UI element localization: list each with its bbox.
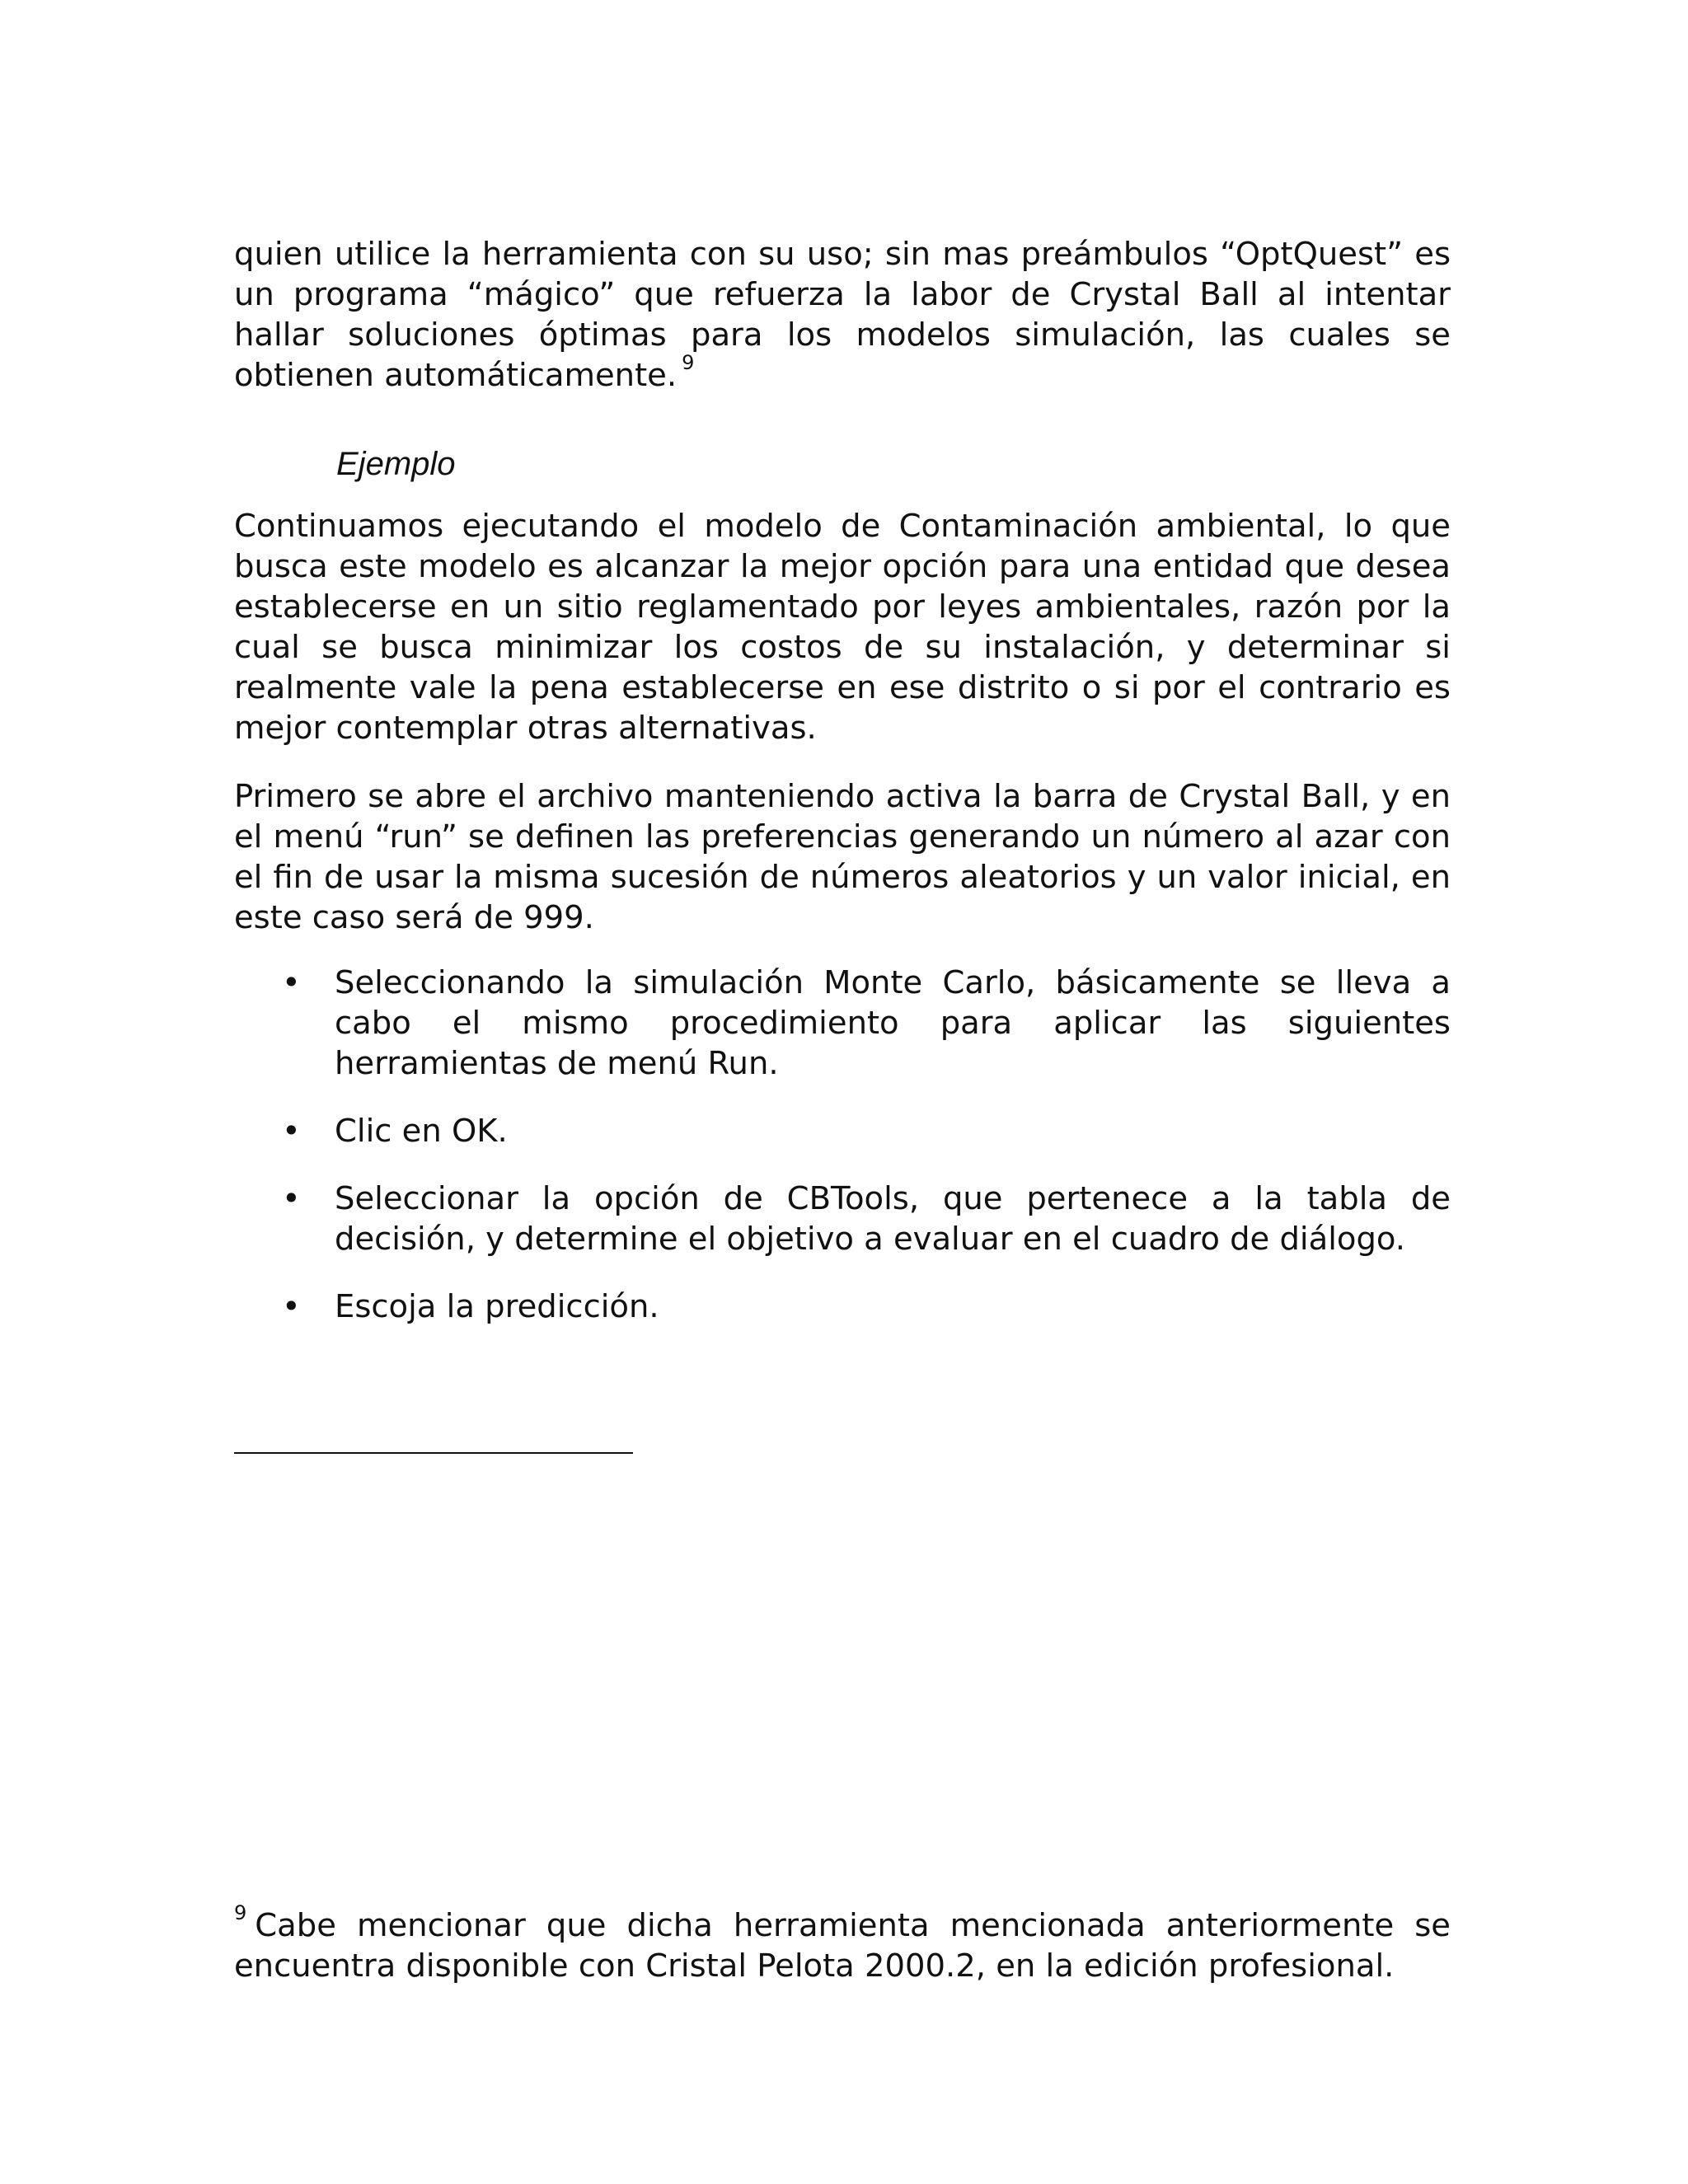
footnote-number: 9 — [234, 1901, 247, 1924]
list-item — [234, 963, 1451, 1084]
bullet-icon: • — [282, 1288, 301, 1325]
paragraph-optquest-text: quien utilice la herramienta con su uso; sin mas preámbulos “OptQuest” es un programa “mágico” que refuerza la labor de Crystal Ball al intentar hallar soluciones óptimas para los modelos simulación, las cuales se obtienen automáticamente. — [234, 236, 1451, 394]
list-item-text: Clic en OK. — [335, 1113, 508, 1150]
footnote-separator — [234, 1452, 633, 1454]
bullet-icon: • — [282, 1180, 301, 1217]
paragraph-contaminacion: Continuamos ejecutando el modelo de Contaminación ambiental, lo que busca este modelo es alcanzar la mejor opción para una entidad que desea establecerse en un sitio reglamentado por leyes ambientales, razón por la cual se busca minimizar los costos de su instalación, y determinar si realmente vale la pena establecerse en ese distrito o si por el contrario es mejor contemplar otras alternativas. — [234, 508, 1451, 747]
list-item — [234, 1111, 1451, 1151]
section-heading: Ejemplo — [336, 446, 456, 482]
list-item-text: Seleccionando la simulación Monte Carlo, básicamente se lleva a cabo el mismo procedimiento para aplicar las siguientes herramientas de menú Run. — [335, 964, 1451, 1082]
footnote-reference: 9 — [682, 351, 695, 374]
list-item-text: Escoja la predicción. — [335, 1288, 659, 1325]
paragraph-crystal-ball: Primero se abre el archivo manteniendo activa la barra de Crystal Ball, y en el menú “run” se definen las preferencias generando un número al azar con el fin de usar la misma sucesión de números aleatorios y un valor inicial, en este caso será de 999. — [234, 778, 1451, 936]
footnote — [234, 1901, 1451, 1986]
bullet-icon: • — [282, 1113, 301, 1150]
bullet-icon: • — [282, 964, 301, 1001]
paragraph-optquest — [234, 234, 1451, 396]
footnote-text: Cabe mencionar que dicha herramienta mencionada anteriormente se encuentra disponible con Cristal Pelota 2000.2, en la edición profesional. — [234, 1907, 1451, 1985]
bullet-list — [234, 963, 1451, 1354]
list-item-text: Seleccionar la opción de CBTools, que pertenece a la tabla de decisión, y determine el objetivo a evaluar en el cuadro de diálogo. — [335, 1180, 1451, 1258]
list-item — [234, 1179, 1451, 1259]
list-item — [234, 1286, 1451, 1327]
